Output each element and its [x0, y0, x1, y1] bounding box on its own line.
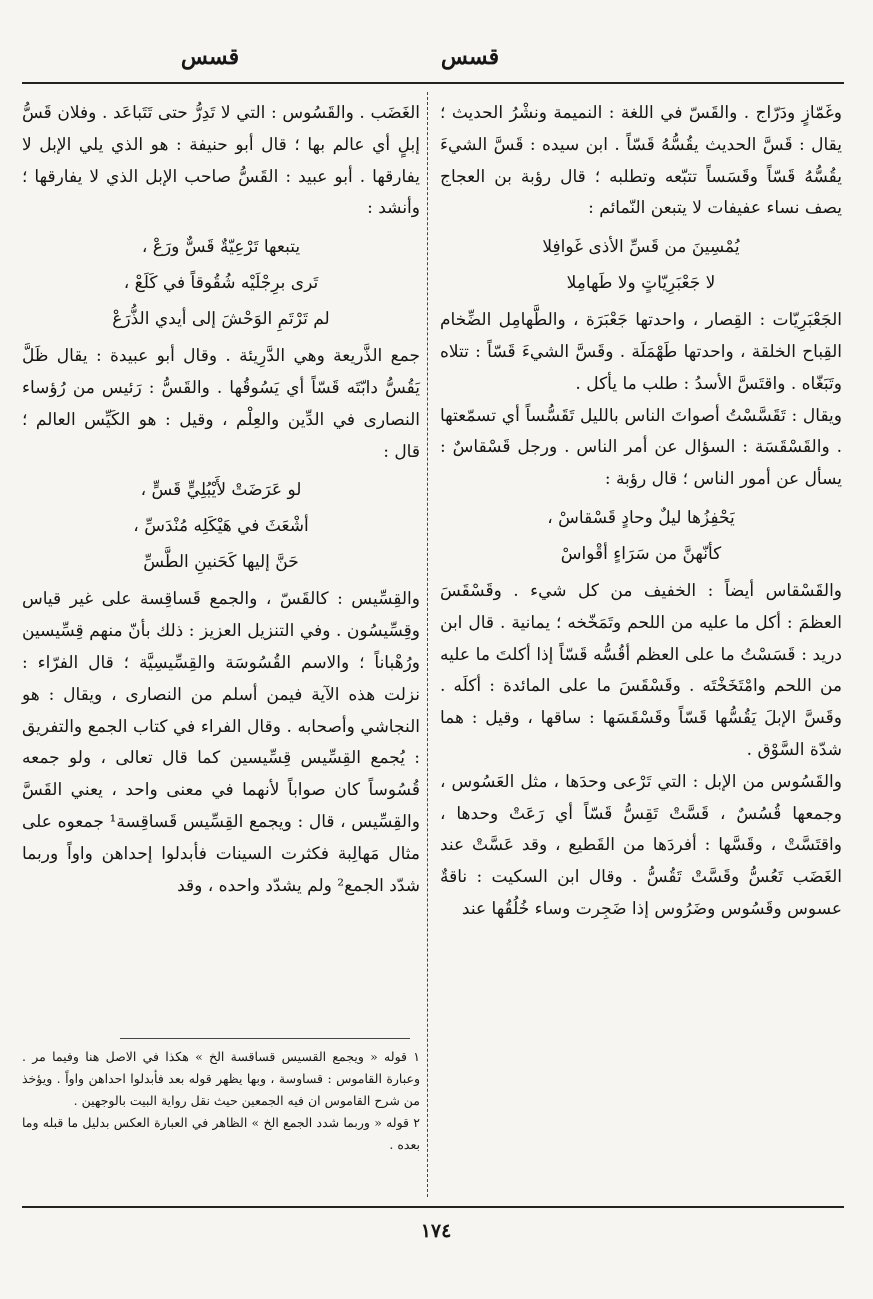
verse-line: لا جَعْبَرِيّاتٍ ولا طَهامِلا	[566, 273, 716, 294]
left-column	[22, 98, 420, 902]
footnote-rule	[120, 1038, 410, 1039]
header-rule	[22, 82, 844, 84]
footnote: ١ قوله « ويجمع القسيس قساقسة الخ » هكذا في الاصل هنا وفيما مر . وعبارة القاموس : قساوسة ، وبها يظهر قوله بعد فأبدلوا احداهن واواً . ويؤخذ من شرح القاموس ان فيه الجمعين حيث نقل رواية البيت بالوجهين .	[22, 1049, 420, 1108]
running-header-left: قسس	[180, 44, 240, 70]
verse-line: يُمْسِينَ من قَسِّ الأذى غَوافِلا	[542, 237, 740, 258]
paragraph: ويقال : تَقَسَّسْتُ أصواتَ الناس بالليل تَقَسُّساً أي تسمّعتها . والقَسْقَسَة : السؤال عن أمر الناس . ورجل قَسْقاسٌ : يسأل عن أمور الناس ؛ قال رؤبة :	[440, 405, 842, 490]
footer-rule	[22, 1206, 844, 1208]
paragraph: الغَضَب . والقَسُوس : التي لا تَدِرُّ حتى تَتَباعَد . وفلان قَسُّ إبلٍ أي عالم بها ؛ قال أبو حنيفة : هو الذي يلي الإبل لا يفارقها . أبو عبيد : القَسُّ صاحب الإبل الذي لا يفارقها ؛ وأنشد :	[22, 103, 420, 219]
verse-block	[22, 229, 420, 337]
verse-line: حَنَّ إليها كَحَنينِ الطَّسِّ	[143, 552, 299, 573]
right-column	[440, 98, 842, 926]
verse-line: يَحْفِزُها ليلٌ وحادٍ قَسْقاسْ ،	[547, 507, 735, 528]
verse-line: كأنّهنَّ من سَرَاءٍ أقْواسْ	[560, 543, 722, 564]
paragraph: والقِسِّيس : كالقَسّ ، والجمع قَساقِسة على غير قياس وقِسِّيسُون . وفي التنزيل العزيز : ذلك بأنّ منهم قِسِّيسين ورُهْباناً ؛ والاسم القُسُوسَة والقِسِّيسِيَّة ؛ قال الفرّاء : نزلت هذه الآية فيمن أسلم من النصارى ، ويقال : هو النجاشي وأصحابه . وقال الفراء في كتاب الجمع والتفريق : يُجمع القِسِّيس قِسِّيسين كما قال تعالى ، ولو جمعه قُسُوساً كان صواباً لأنهما في معنى واحد ، يعني القَسَّ والقِسِّيس ، قال : ويجمع القِسِّيس قَساقِسة¹ جمعوه على مثال مَهالِبة فكثرت السينات فأبدلوا إحداهن واواً وربما شدّد الجمع² ولم يشدّد واحده ، وقد	[22, 589, 420, 896]
footnotes	[22, 1046, 420, 1156]
running-header-right: قسس	[440, 44, 500, 70]
verse-line: لو عَرَضَتْ لأَيْبُلِيٍّ قَسٍّ ،	[140, 480, 302, 501]
paragraph: جمع الذَّريعة وهي الدَّرِيئة . وقال أبو عبيدة : يقال ظَلَّ يَقُسُّ دابّتَه قَسّاً أي يَسُوقُها . والقَسُّ : رَئيس من رُؤساء النصارى في الدِّين والعِلْم ، وقيل : هو الكَيِّس العالم ؛ قال :	[22, 346, 420, 462]
verse-line: أشْعَثَ في هَيْكَلِه مُنْدَسِّ ،	[133, 516, 309, 537]
paragraph: والقَسْقاس أيضاً : الخفيف من كل شيء . وقَسْقَسَ العظمَ : أكل ما عليه من اللحم وتَمَخّخه ؛ يمانية . قال ابن دريد : قَسَسْتُ ما على العظم أقُسُّه قَسّاً إذا أكلتَ ما عليه من اللحم وامْتَخَخْتَه . وقَسْقَسَ ما على المائدة : أكلَه . وقَسَّ الإبلَ يَقُسُّها قَسّاً وقَسْقَسَها : ساقها ، وقيل : هما شدّة السَّوْق .	[440, 580, 842, 760]
paragraph: الجَعْبَرِيّات : القِصار ، واحدتها جَعْبَرَة ، والطَّهامِل الضِّخام القِباح الخلقة ، واحدتها طَهْمَلَة . وقَسَّ الشيءَ قَسّاً : تتلاه وتَبَغّاه . واقتَسَّ الأسدُ : طلب ما يأكل .	[440, 310, 842, 394]
footnote: ٢ قوله « وربما شدد الجمع الخ » الظاهر في العبارة العكس بدليل ما قبله وما بعده .	[22, 1115, 420, 1152]
verse-line: تَرى برِجْلَيْه شُقُوقاً في كَلَعْ ،	[123, 273, 319, 294]
page-number: ١٧٤	[420, 1220, 452, 1242]
verse-block	[440, 500, 842, 572]
column-divider	[427, 92, 428, 1197]
paragraph: وغَمّازٍ ودَرّاج . والقَسّ في اللغة : النميمة ونشْرُ الحديث ؛ يقال : قَسَّ الحديث يقُسُّهُ قَسّاً . ابن سيده : قَسَّ الشيءَ يقُسُّهُ قَسّاً وقَسَساً تتبّعه وتطلبه ؛ قال رؤبة بن العجاج يصف نساء عفيفات لا يتبعن النّمائم :	[440, 103, 842, 219]
verse-line: يتبعها تَرْعِيّةٌ قَسٌّ ورَعْ ،	[141, 237, 301, 258]
verse-line: لم تَرْتَمِ الوَحْشَ إلى أيدي الذُّرَعْ	[112, 309, 330, 330]
paragraph: والقَسُوس من الإبل : التي تَرْعى وحدَها ، مثل العَسُوس ، وجمعها قُسُسٌ ، قَسَّتْ تَقِسُّ قَسّاً أي رَعَتْ وحدها ، واقتَسَّتْ ، وقَسَّها : أفردَها من القَطيع ، وقد عَسَّتْ عند الغَضَب تَعُسُّ وقَسَّتْ تَقُسُّ . وقال ابن السكيت : ناقةٌ عسوس وقَسُوس وضَرُوس إذا ضَجِرت وساء خُلُقُها عند	[440, 771, 842, 919]
verse-block	[22, 472, 420, 580]
verse-block	[440, 229, 842, 301]
